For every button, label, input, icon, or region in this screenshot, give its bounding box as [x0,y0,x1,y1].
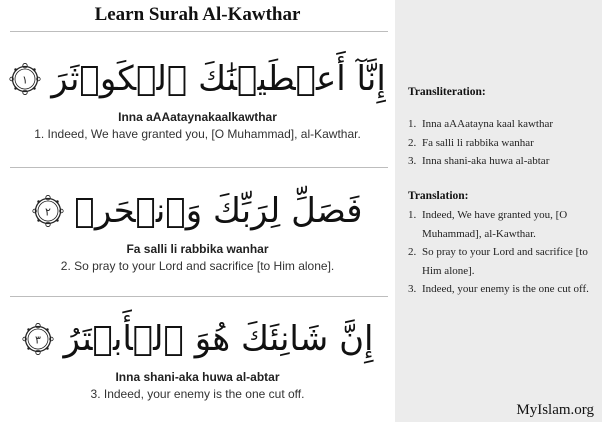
verse-translation: 3. Indeed, your enemy is the one cut off. [90,387,305,401]
list-item-number: 1. [408,118,417,130]
list-item-text: Inna aAAatayna kaal kawthar [422,118,554,130]
list-item-text: Fa salli li rabbika wanhar [422,136,534,149]
ayah-number: ١ [22,73,29,87]
verse-divider [10,296,388,297]
list-item-text: Indeed, We have granted you, [O Muhammad], al-Kawthar. [422,209,568,240]
list-item [408,280,594,299]
list-item-number: 3. [408,155,417,167]
list-item [408,115,594,134]
ayah-number: ٢ [45,205,52,219]
translation-heading: Translation: [408,190,469,202]
site-watermark: MyIslam.org [516,402,594,418]
list-item [408,243,594,280]
list-item-number: 2. [408,136,417,149]
verse-arabic-row [0,188,395,234]
list-item [408,134,594,153]
arabic-verse-text: إِنَّآ أَعۡطَيۡنَٰكَ ٱلۡكَوۡثَرَ [51,59,386,99]
title-divider [10,31,388,32]
verse-transliteration: Inna aAAataynakaalkawthar [118,110,277,124]
ayah-number-icon [22,323,54,355]
translation-list [408,206,594,299]
verse-block-1 [0,56,395,141]
verse-translation: 1. Indeed, We have granted you, [O Muhammad], al-Kawthar. [34,127,361,141]
list-item-number: 2. [408,246,417,258]
list-item-text: Inna shani-aka huwa al-abtar [422,155,550,167]
list-item-text: So pray to your Lord and sacrifice [to Him alone]. [422,246,588,277]
ayah-number-icon [32,195,64,227]
arabic-verse-text: إِنَّ شَانِئَكَ هُوَ ٱلۡأَبۡتَرُ [63,319,374,359]
verse-transliteration: Inna shani-aka huwa al-abtar [115,370,280,384]
ayah-number-icon [9,63,41,95]
verse-divider [10,167,388,168]
verse-arabic-row [0,316,395,362]
list-item [408,206,594,243]
list-item-number: 1. [408,209,417,221]
verse-translation: 2. So pray to your Lord and sacrifice [to Him alone]. [60,259,335,273]
verse-block-3 [0,316,395,401]
verse-arabic-row [0,56,395,102]
transliteration-heading: Transliteration: [408,86,486,98]
list-item [408,152,594,171]
arabic-verse-text: فَصَلِّ لِرَبِّكَ وَٱنۡحَرۡ [74,191,363,231]
verse-block-2 [0,188,395,273]
verse-transliteration: Fa salli li rabbika wanhar [126,242,269,256]
page-title: Learn Surah Al-Kawthar [94,4,301,25]
list-item-number: 3. [408,283,417,295]
ayah-number: ٣ [34,333,41,347]
list-item-text: Indeed, your enemy is the one cut off. [422,283,589,295]
transliteration-list [408,115,594,171]
